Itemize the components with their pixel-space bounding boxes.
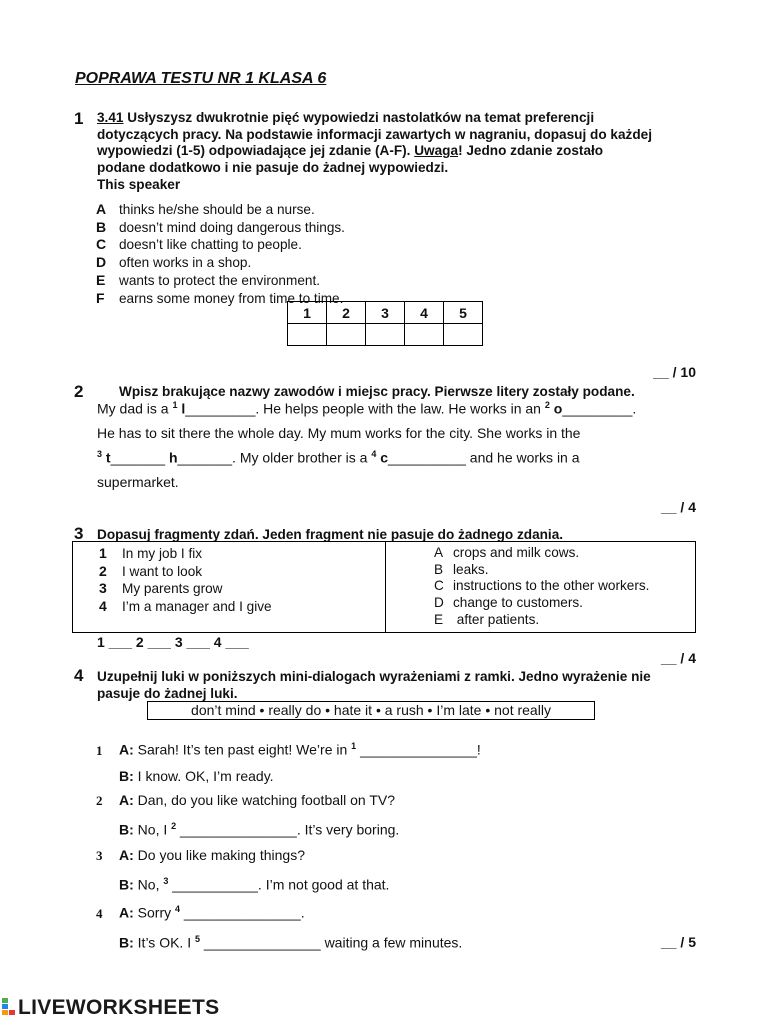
answer-header: 3 xyxy=(366,302,405,324)
question-1-options xyxy=(96,201,345,307)
answer-header: 2 xyxy=(327,302,366,324)
instr-line: Uzupełnij luki w poniższych mini-dialogach wyrażeniami z ramki. Jedno wyrażenie nie xyxy=(97,669,651,684)
gap-number: 2 xyxy=(544,400,550,410)
expression-box: don’t mind • really do • hate it • a rush • I’m late • not really xyxy=(147,701,595,720)
question-1-instruction xyxy=(97,110,652,194)
gap[interactable]: _______________. It’s very boring. xyxy=(176,822,400,839)
question-2-instruction: Wpisz brakujące nazwy zawodów i miejsc pracy. Pierwsze litery zostały podane. xyxy=(119,384,635,399)
answer-header: 5 xyxy=(444,302,483,324)
column-divider xyxy=(385,542,386,632)
instr-line: pasuje do żadnej luki. xyxy=(97,685,238,701)
q2-line-4: supermarket. xyxy=(97,474,179,490)
gap-3b[interactable]: _______. My older brother is a xyxy=(177,449,372,466)
gap-1[interactable]: _________. He helps people with the law. He works in an xyxy=(185,400,545,417)
question-4-instruction xyxy=(97,669,651,702)
left-fragment: 4 I’m a manager and I give xyxy=(99,598,272,615)
dialog-4-b: B: It’s OK. I $^5$ _______________ waiting a few minutes. xyxy=(119,933,463,951)
first-letter: h xyxy=(168,449,178,466)
question-4-score: __ / 5 xyxy=(660,934,696,950)
dialog-4-a: 4 A: Sorry $^4$ _______________. xyxy=(96,904,305,922)
instr-line: This speaker xyxy=(97,176,181,192)
question-1-number: 1 xyxy=(74,109,84,128)
question-4-number: 4 xyxy=(74,666,84,685)
q2-line-2: He has to sit there the whole day. My mum works for the city. She works in the xyxy=(97,425,581,441)
left-fragment: 2 I want to look xyxy=(99,562,203,579)
left-fragments xyxy=(99,545,272,616)
right-fragment: E after patients. xyxy=(434,611,540,627)
gap-3a[interactable]: _______ xyxy=(110,449,169,466)
answer-cell-2[interactable] xyxy=(327,324,366,346)
uwaga-word: Uwaga xyxy=(414,143,459,159)
question-1-score: __ / 10 xyxy=(653,364,696,380)
q2-line-3 xyxy=(97,449,580,466)
right-fragment: D change to customers. xyxy=(434,595,583,611)
gap[interactable]: _______________ waiting a few minutes. xyxy=(200,934,463,951)
dialog-2-b: B: No, I $^2$ _______________. It’s very boring. xyxy=(119,821,400,839)
first-letter: o xyxy=(553,400,563,417)
text: My dad is a xyxy=(97,400,173,417)
gap[interactable]: _______________! xyxy=(356,741,481,758)
gap-4[interactable]: __________ and he works in a xyxy=(388,449,580,466)
liveworksheets-icon xyxy=(2,998,16,1016)
instr-line: podane dodatkowo i nie pasuje do żadnej wypowiedzi. xyxy=(97,160,449,176)
instr-line: Usłyszysz dwukrotnie pięć wypowiedzi nastolatków na temat preferencji xyxy=(123,110,595,125)
dialog-1-a: 1 A: Sarah! It’s ten past eight! We’re in $^1$ _______________! xyxy=(96,741,481,758)
right-fragment: A crops and milk cows. xyxy=(434,545,580,560)
instr-line: wypowiedzi (1-5) odpowiadające jej zdanie (A-F). xyxy=(97,143,415,159)
gap-number: 3 xyxy=(97,449,103,459)
gap-number: 4 xyxy=(371,449,377,459)
first-letter: c xyxy=(380,449,389,466)
liveworksheets-logo xyxy=(2,996,219,1020)
option-b: B doesn’t mind doing dangerous things. xyxy=(96,218,345,235)
gap-2[interactable]: _________. xyxy=(562,400,637,417)
q2-line-1 xyxy=(97,400,636,417)
dialog-3-b: B: No, $^3$ ___________. I’m not good at that. xyxy=(119,875,390,893)
option-d: D often works in a shop. xyxy=(96,254,252,271)
answer-grid xyxy=(287,301,483,346)
answer-cell-4[interactable] xyxy=(405,324,444,346)
q3-answer-line[interactable]: 1 ___ 2 ___ 3 ___ 4 ___ xyxy=(97,634,249,650)
answer-cell-5[interactable] xyxy=(444,324,483,346)
right-fragment: C instructions to the other workers. xyxy=(434,578,650,594)
gap[interactable]: _______________. xyxy=(180,905,305,922)
page-title: POPRAWA TESTU NR 1 KLASA 6 xyxy=(75,70,327,87)
option-a: A thinks he/she should be a nurse. xyxy=(96,201,315,217)
right-fragments xyxy=(434,545,649,629)
left-fragment: 3 My parents grow xyxy=(99,580,223,597)
option-e: E wants to protect the environment. xyxy=(96,271,320,288)
matching-box xyxy=(72,541,696,633)
track-number: 3.41 xyxy=(97,110,124,125)
answer-cell-3[interactable] xyxy=(366,324,405,346)
gap[interactable]: ___________. I’m not good at that. xyxy=(168,876,390,893)
dialog-1-b: B: I know. OK, I’m ready. xyxy=(119,767,274,784)
question-2-number: 2 xyxy=(74,382,84,401)
answer-header: 1 xyxy=(288,302,327,324)
question-3-instruction: Dopasuj fragmenty zdań. Jeden fragment nie pasuje do żadnego zdania. xyxy=(97,527,564,542)
instr-line: ! Jedno zdanie zostało xyxy=(458,143,604,159)
first-letter: t xyxy=(105,449,111,466)
right-fragment: B leaks. xyxy=(434,561,489,577)
option-c: C doesn’t like chatting to people. xyxy=(96,236,302,253)
dialogs xyxy=(96,734,481,956)
answer-header: 4 xyxy=(405,302,444,324)
instr-line: dotyczących pracy. Na podstawie informacji zawartych w nagraniu, dopasuj do każdej xyxy=(97,126,652,142)
option-f: F earns some money from time to time. xyxy=(96,289,344,306)
question-3-score: __ / 4 xyxy=(660,650,696,666)
logo-text: LIVEWORKSHEETS xyxy=(18,996,220,1019)
question-3-number: 3 xyxy=(74,524,84,543)
first-letter: l xyxy=(181,400,186,417)
question-2-score: __ / 4 xyxy=(660,499,696,515)
left-fragment: 1 In my job I fix xyxy=(99,545,203,561)
gap-number: 1 xyxy=(172,400,178,410)
answer-cell-1[interactable] xyxy=(288,324,327,346)
dialog-3-a: 3 A: Do you like making things? xyxy=(96,846,305,863)
dialog-2-a: 2 A: Dan, do you like watching football on TV? xyxy=(96,792,396,809)
